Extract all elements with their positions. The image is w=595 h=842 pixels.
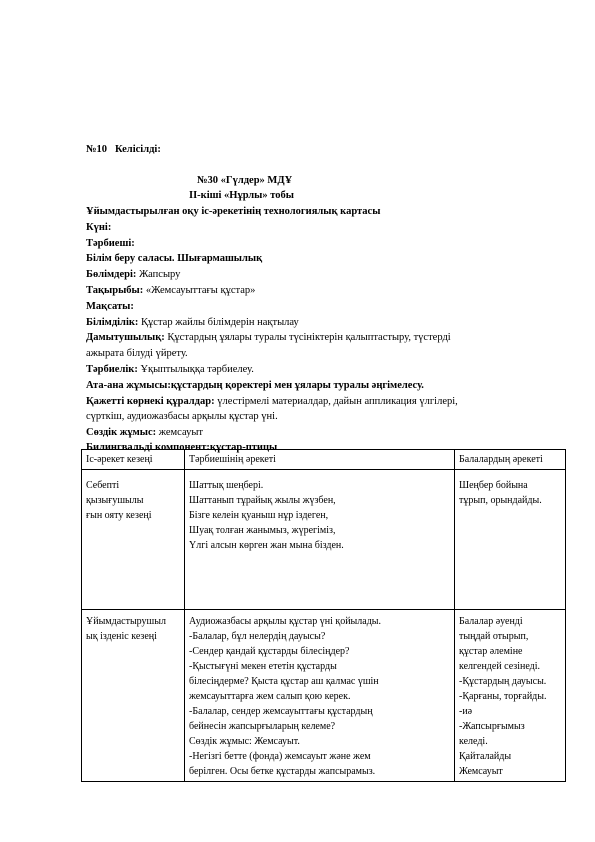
cell-line: Шаттық шеңбері. <box>189 480 264 491</box>
row1-stage <box>82 470 185 610</box>
field-value: сүрткіш, аудиожазбасы арқылы құстар үні. <box>86 411 278 422</box>
cell-line: келеді. <box>459 736 488 747</box>
cell-line: Себепті <box>86 480 120 491</box>
header-stage: Іс-әрекет кезеңі <box>82 450 185 470</box>
cell-line: Үлгі алсын көрген жан мына бізден. <box>189 540 344 551</box>
activity-table <box>81 449 566 782</box>
field-value: Құстардың ұялары туралы түсініктерін қалыптастыру, түстерді <box>167 332 451 343</box>
cell-line: берілген. Осы бетке құстарды жапсырамыз. <box>189 766 376 777</box>
field-label: Ата-ана жұмысы:құстардың қоректері мен ұялары туралы әңгімелесу. <box>86 380 424 391</box>
field-label: Тақырыбы: <box>86 285 144 296</box>
cell-line: келгендей сезінеді. <box>459 661 541 672</box>
cell-line: құстар әлеміне <box>459 646 523 657</box>
field-value: Шығармашылық <box>177 253 263 264</box>
cell-line: -Қыстығүні мекен ететін құстарды <box>189 661 337 672</box>
cell-line: -Құстардың дауысы. <box>459 676 547 687</box>
field-label: Сөздік жұмыс: <box>86 427 157 438</box>
field-line <box>86 316 299 329</box>
cell-line: Аудиожазбасы арқылы құстар үні қойылады. <box>189 616 382 627</box>
cell-line: Қайталайды <box>459 751 512 762</box>
cell-line: -Балалар, бұл нелердің дауысы? <box>189 631 326 642</box>
field-line <box>86 237 135 250</box>
cell-line: Шеңбер бойына <box>459 480 528 491</box>
field-line <box>86 426 203 439</box>
cell-line: Бізге келеін қуаныш нұр іздеген, <box>189 510 329 521</box>
field-label: Қажетті көрнекі құралдар: <box>86 396 215 407</box>
cell-line: ғын ояту кезеңі <box>86 510 152 521</box>
header-teacher: Тәрбиешінің әрекеті <box>185 450 455 470</box>
cell-line: -Сендер қандай құстарды білесіңдер? <box>189 646 350 657</box>
table-header-row <box>82 450 566 470</box>
field-line <box>86 347 188 360</box>
field-label: Білімділік: <box>86 317 139 328</box>
cell-line: -Жапсырғымыз <box>459 721 525 732</box>
field-label: Билингвальді компонент:құстар-птицы <box>86 442 278 453</box>
field-value: Жапсыру <box>139 269 181 280</box>
cell-line: -иә <box>459 706 473 717</box>
field-line <box>86 395 458 408</box>
cell-line: Шаттанып тұрайық жылы жүзбен, <box>189 495 336 506</box>
cell-line: Жемсауыт <box>459 766 503 777</box>
field-line <box>86 300 134 313</box>
field-line <box>86 410 278 423</box>
cell-line: білесіңдерме? Қыста құстар аш қалмас үшін <box>189 676 379 687</box>
table-row <box>82 470 566 610</box>
field-line <box>86 363 254 376</box>
group-name: ІІ-кіші «Нұрлы» тобы <box>189 190 294 201</box>
field-label: Бөлімдері: <box>86 269 137 280</box>
cell-line: -Қарғаны, торғайды. <box>459 691 547 702</box>
table-row <box>82 610 566 782</box>
field-line <box>86 379 424 392</box>
field-label: Тәрбиеші: <box>86 238 135 249</box>
field-line <box>86 221 111 234</box>
field-value: жемсауыт <box>158 427 203 438</box>
approved-label: Келісілді: <box>114 144 161 155</box>
field-value: Құстар жайлы білімдерін нақтылау <box>141 317 299 328</box>
cell-line: бейнесін жапсырғыларың келеме? <box>189 721 336 732</box>
row1-children <box>455 470 566 610</box>
field-value: Ұқыптылыққа тәрбиелеу. <box>140 364 254 375</box>
cell-line: Балалар әуенді <box>459 616 523 627</box>
document-number: №10 Келісілді: <box>86 144 161 155</box>
row1-teacher <box>185 470 455 610</box>
row2-children <box>455 610 566 782</box>
cell-line: тыңдай отырып, <box>459 631 529 642</box>
field-line <box>86 284 255 297</box>
cell-line: тұрып, орындайды. <box>459 495 542 506</box>
cell-line: Шуақ толған жанымыз, жүрегіміз, <box>189 525 336 536</box>
field-label: Тәрбиелік: <box>86 364 138 375</box>
field-line <box>86 331 451 344</box>
cell-line: Сөздік жұмыс: Жемсауыт. <box>189 736 300 747</box>
cell-line: Ұйымдастырушыл <box>86 616 166 627</box>
header-children: Балалардың әрекеті <box>455 450 566 470</box>
cell-line: ық ізденіс кезеңі <box>86 631 157 642</box>
field-value: ажырата білуді үйрету. <box>86 348 188 359</box>
row2-stage <box>82 610 185 782</box>
field-value: үлестірмелі материалдар, дайын аппликация үлгілері, <box>217 396 458 407</box>
field-label: Білім беру саласы. <box>86 253 175 264</box>
field-label: Күні: <box>86 222 112 233</box>
cell-line: -Негізгі бетте (фонда) жемсауыт және жем <box>189 751 371 762</box>
cell-line: жемсауыттарға жем салып қою керек. <box>189 691 351 702</box>
field-value: «Жемсауыттағы құстар» <box>145 285 256 296</box>
row2-teacher <box>185 610 455 782</box>
field-label: Дамытушылық: <box>86 332 165 343</box>
card-title: Ұйымдастырылған оқу іс-әрекетінің технологиялық картасы <box>86 206 381 217</box>
field-line <box>86 268 180 281</box>
field-line <box>86 252 262 265</box>
cell-line: қызығушылы <box>86 495 144 506</box>
field-label: Мақсаты: <box>86 301 134 312</box>
cell-line: -Балалар, сендер жемсауыттағы құстардың <box>189 706 373 717</box>
kindergarten-name: №30 «Гүлдер» МДҰ <box>197 175 293 186</box>
